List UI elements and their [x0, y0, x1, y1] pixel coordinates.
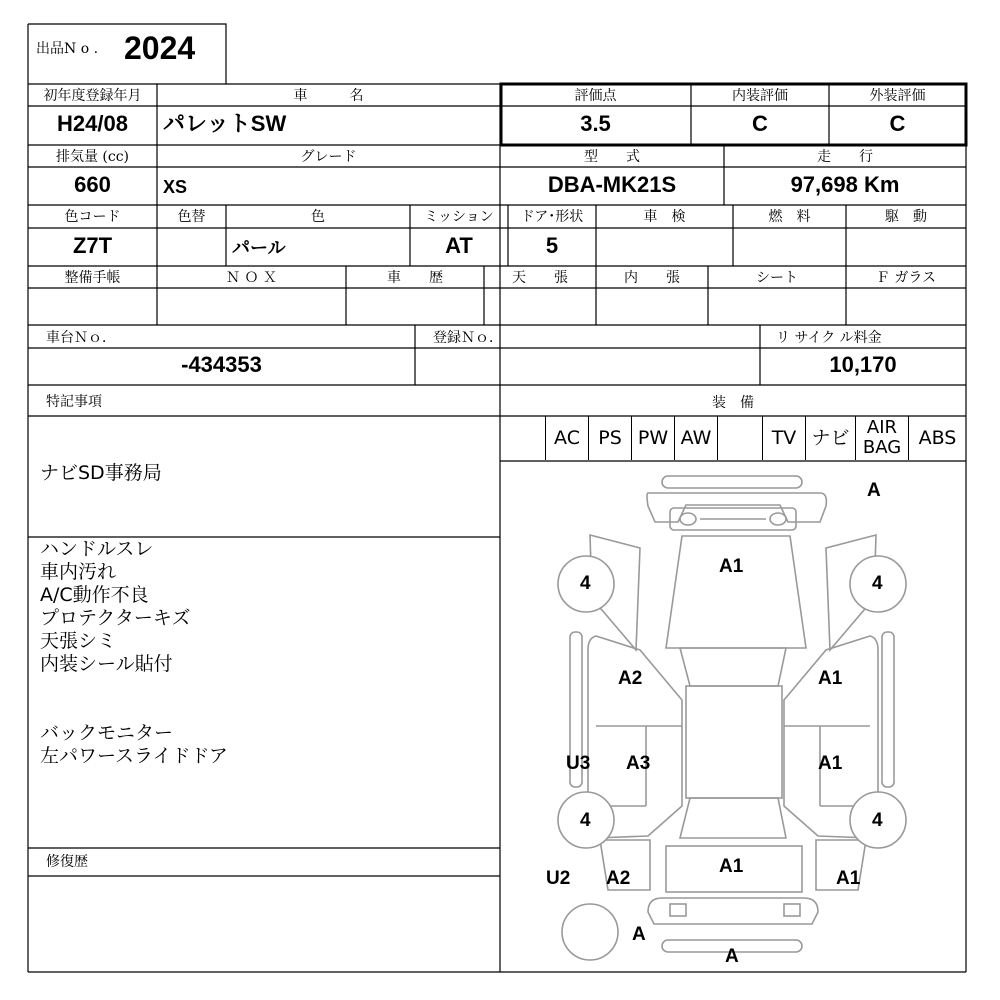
- chassis-value: -434353: [181, 352, 262, 377]
- mark-hood: A1: [719, 556, 744, 577]
- mark-door-left-u: U3: [566, 753, 591, 774]
- score-value: 3.5: [580, 111, 611, 136]
- equip-aw: AW: [674, 416, 717, 460]
- interior-value: C: [752, 111, 768, 136]
- history-label: 車 歴: [387, 270, 443, 286]
- first-reg-value: H24/08: [57, 111, 128, 136]
- color-code-value: Z7T: [72, 233, 113, 258]
- mileage-label: 走 行: [817, 149, 873, 165]
- chassis-label: 車台Ｎｏ．: [46, 330, 116, 346]
- notes-primary: ナビSD事務局: [40, 462, 162, 484]
- model-label: 型 式: [584, 149, 640, 165]
- first-reg-label: 初年度登録年月: [43, 88, 142, 104]
- spare-tire: [562, 904, 618, 960]
- interior-label: 内装評価: [732, 88, 788, 104]
- mark-door-left: A3: [626, 753, 651, 774]
- mark-tire-rr: 4: [872, 810, 883, 831]
- lot-label: 出品N o .: [36, 41, 99, 57]
- mark-spare: A: [632, 924, 646, 945]
- mark-door-right: A1: [818, 753, 843, 774]
- seat-label: シート: [756, 270, 798, 286]
- nox-label: Ｎ Ｏ Ｘ: [226, 270, 277, 286]
- mark-rear-bumper: A: [725, 946, 739, 967]
- notes-label: 特記事項: [46, 394, 102, 410]
- grade-label: グレード: [300, 149, 357, 165]
- lining-label: 内 張: [624, 270, 680, 286]
- car-name-label: 車 名: [293, 88, 364, 104]
- notes-secondary: ハンドルスレ 車内汚れ A/C動作不良 プロテクターキズ 天張シミ 内装シール貼付 バックモニター 左パワースライドドア: [40, 538, 228, 767]
- mark-fender-right: A1: [818, 668, 843, 689]
- transmission-label: ミッション: [424, 209, 494, 225]
- equip-pw: PW: [631, 416, 674, 460]
- roof-label: 天 張: [512, 270, 568, 286]
- mark-rear-center: A1: [719, 856, 744, 877]
- mark-front-bumper: A: [867, 480, 881, 501]
- equip-ps: PS: [588, 416, 631, 460]
- fuel-label: 燃 料: [768, 209, 811, 225]
- displacement-value: 660: [74, 172, 111, 197]
- mark-tire-fr: 4: [872, 573, 883, 594]
- mark-tire-rl: 4: [580, 810, 591, 831]
- doors-value: 5: [545, 233, 559, 258]
- equip-abs: ABS: [908, 416, 966, 460]
- mileage-value: 97,698 Km: [790, 172, 900, 197]
- exterior-value: C: [889, 111, 906, 136]
- transmission-value: AT: [445, 233, 473, 258]
- mark-fender-left: A2: [618, 668, 643, 689]
- lot-number: 2024: [124, 30, 196, 66]
- registration-label: 登録Ｎｏ．: [433, 330, 503, 346]
- color-value: パール: [232, 238, 286, 258]
- equip-ac: AC: [545, 416, 588, 460]
- equip-navi: ナビ: [805, 416, 855, 460]
- score-label: 評価点: [574, 88, 617, 104]
- equip-tv: TV: [762, 416, 805, 460]
- color-label: 色: [311, 209, 325, 225]
- car-name-value: パレットSW: [163, 111, 287, 136]
- inspection-label: 車 検: [643, 209, 686, 225]
- equipment-label: 装 備: [712, 395, 754, 411]
- displacement-label: 排気量 (cc): [55, 149, 130, 165]
- glass-label: Ｆ ガラス: [875, 270, 937, 286]
- mark-tire-fl: 4: [580, 573, 591, 594]
- grade-value: XS: [163, 177, 188, 197]
- repair-label: 修復歴: [46, 854, 88, 870]
- maintenance-label: 整備手帳: [64, 270, 121, 286]
- doors-label: ドア･形状: [520, 209, 584, 225]
- recycle-value: 10,170: [829, 352, 897, 377]
- repaint-label: 色替: [177, 209, 206, 225]
- mark-rear-left: A2: [606, 868, 631, 889]
- mark-rear-left-u: U2: [546, 868, 571, 889]
- color-code-label: 色コード: [64, 209, 121, 225]
- exterior-label: 外装評価: [869, 88, 926, 104]
- recycle-label: リ サイク ル料金: [776, 330, 882, 346]
- equip-airbag: AIR BAG: [855, 416, 908, 460]
- model-value: DBA-MK21S: [547, 172, 677, 197]
- mark-rear-right: A1: [836, 868, 861, 889]
- drive-label: 駆 動: [885, 209, 927, 225]
